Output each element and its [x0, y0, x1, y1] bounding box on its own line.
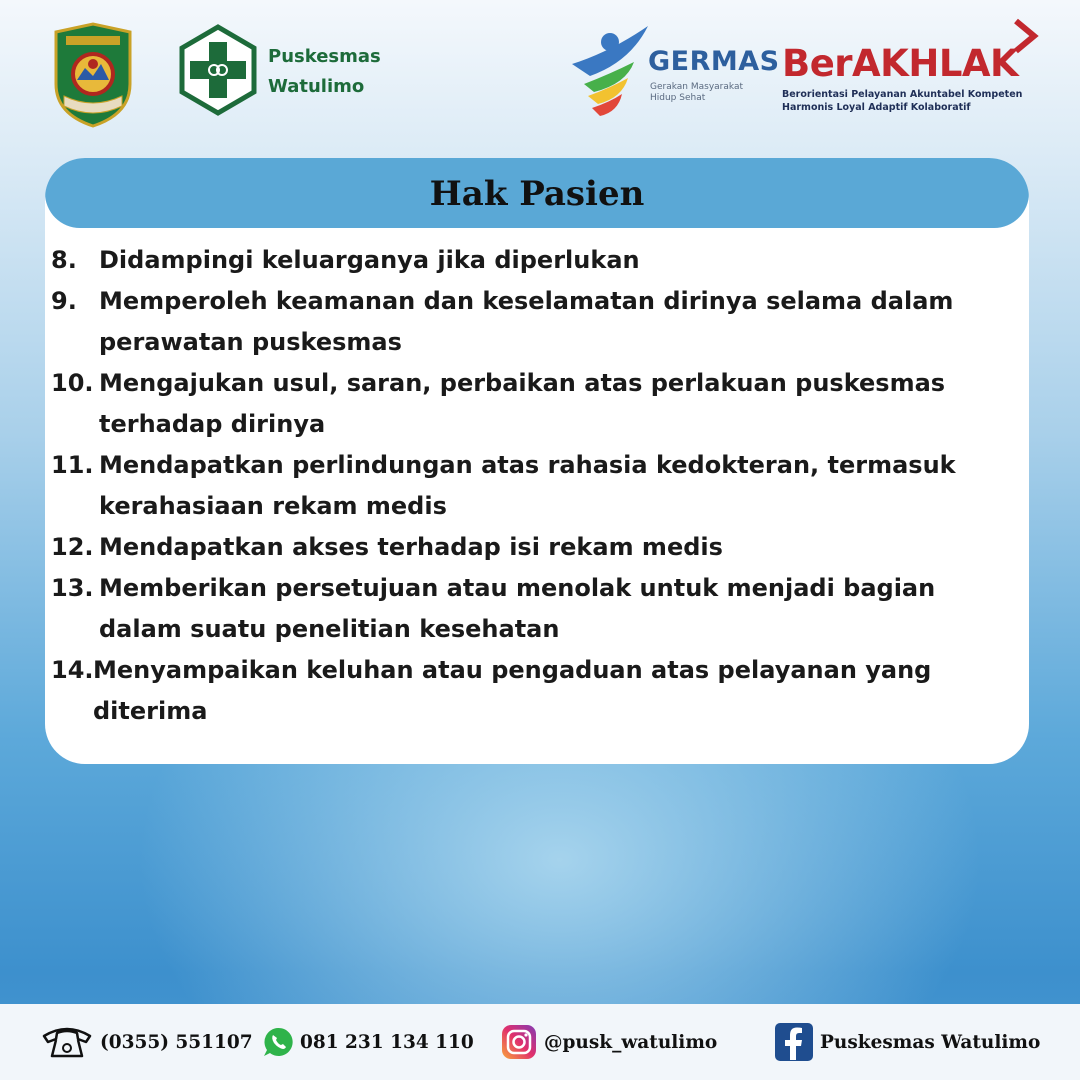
list-item [51, 240, 1021, 281]
header [0, 0, 1080, 150]
germas-sub-line1: Gerakan Masyarakat [650, 82, 743, 92]
akhlak-sub-line2: Harmonis Loyal Adaptif Kolaboratif [782, 102, 971, 113]
instagram-handle: @pusk_watulimo [544, 1031, 718, 1053]
facebook-contact[interactable] [774, 1004, 1040, 1080]
list-item [51, 445, 1021, 527]
rights-list [51, 240, 1021, 732]
item-number: 14. [51, 656, 94, 684]
item-text: Mengajukan usul, saran, perbaikan atas perlakuan puskesmas terhadap dirinya [99, 369, 946, 438]
list-item [51, 527, 1021, 568]
item-text: Menyampaikan keluhan atau pengaduan atas pelayanan yang diterima [93, 656, 932, 725]
instagram-contact[interactable] [500, 1004, 717, 1080]
phone-contact[interactable] [40, 1004, 253, 1080]
puskesmas-name [268, 42, 381, 102]
akhlak-title: BerAKHLAK [782, 42, 1019, 85]
item-number: 11. [51, 451, 94, 479]
telephone-icon [40, 1024, 94, 1060]
list-item [51, 650, 1021, 732]
whatsapp-number: 081 231 134 110 [300, 1031, 474, 1053]
card-title: Hak Pasien [429, 174, 645, 214]
germas-subtitle [650, 82, 743, 104]
puskesmas-cross-icon [178, 24, 258, 116]
item-text: Memberikan persetujuan atau menolak untuk menjadi bagian dalam suatu penelitian kesehatan [99, 574, 936, 643]
item-text: Mendapatkan akses terhadap isi rekam medis [99, 533, 723, 561]
facebook-icon [774, 1022, 814, 1062]
item-number: 9. [51, 287, 77, 315]
germas-figure-icon [570, 22, 650, 118]
germas-sub-line2: Hidup Sehat [650, 93, 706, 103]
facebook-page: Puskesmas Watulimo [820, 1031, 1041, 1053]
item-number: 13. [51, 574, 94, 602]
item-text: Mendapatkan perlindungan atas rahasia kedokteran, termasuk kerahasiaan rekam medis [99, 451, 956, 520]
akhlak-chevron-icon [1010, 18, 1040, 54]
akhlak-sub-line1: Berorientasi Pelayanan Akuntabel Kompeten [782, 89, 1023, 100]
regency-emblem-icon [52, 22, 134, 128]
puskesmas-line2: Watulimo [268, 76, 365, 97]
akhlak-subtitle [782, 88, 1022, 114]
list-item [51, 568, 1021, 650]
list-item [51, 363, 1021, 445]
phone-number: (0355) 551107 [100, 1031, 253, 1053]
item-text: Didampingi keluarganya jika diperlukan [99, 246, 640, 274]
list-item [51, 281, 1021, 363]
item-number: 12. [51, 533, 94, 561]
rights-card [45, 158, 1029, 764]
whatsapp-contact[interactable] [262, 1004, 474, 1080]
footer-contacts [0, 1004, 1080, 1080]
item-number: 10. [51, 369, 94, 397]
puskesmas-line1: Puskesmas [268, 46, 381, 67]
whatsapp-icon [262, 1026, 294, 1058]
item-text: Memperoleh keamanan dan keselamatan dirinya selama dalam perawatan puskesmas [99, 287, 954, 356]
instagram-icon [500, 1023, 538, 1061]
germas-title: GERMAS [648, 46, 780, 77]
item-number: 8. [51, 246, 77, 274]
